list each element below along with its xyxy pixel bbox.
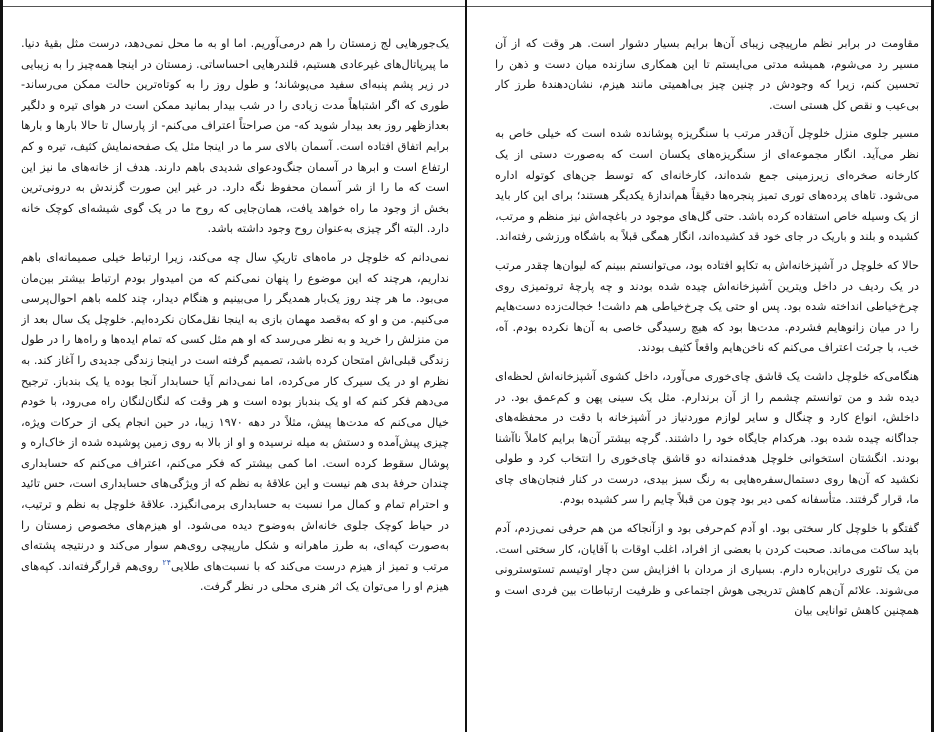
paragraph: مقاومت در برابر نظم مارپیچی زیبای آن‌ها برایم بسیار دشوار است. هر وقت که از آن مسیر رد می‌شوم، همیشه مدتی می‌ایستم تا این همکاری سازنده میان دست و ذهن را تحسین کنم، زیرا که وجودش در چنین چیز بی‌اهمیتی مانند هیزم، نشان‌دهندهٔ طرز کار بی‌عیب و نقص کل هستی است. bbox=[495, 37, 919, 112]
footnote-reference[interactable]: ۲۴ bbox=[162, 558, 172, 568]
paragraph bbox=[21, 248, 449, 598]
paragraph: یک‌جورهایی لج زمستان را هم درمی‌آوریم. اما او به ما محل نمی‌دهد، درست مثل بقیهٔ دنیا. ما پیرپاتال‌های غیرعادی هستیم، قلندرهایی احساساتی. زمستان در اینجا همه‌چیز را به زیبایی در زیر پشم پنبه‌ای سفید می‌پوشاند؛ و طول روز را به کوتاه‌ترین حالت ممکن می‌رساند- طوری که اگر اشتباهاً مدت زیادی را در شب بیدار بمانید ممکن است در هوای تیره و دلگیر بعدازظهر روز بعد بیدار شوید که- من صراحتاً اعتراف می‌کنم- از پارسال تا حالا بارها و بارها برایم اتفاق افتاده است. آسمان بالای سر ما در اینجا مثل یک صفحه‌نمایش کثیف، تیره و کم ارتفاع است و ابرها در آسمان جنگ‌ودعوای شدیدی باهم دارند. هدف از خانه‌های ما نیز این است که ما را از شر آسمان محفوظ نگه دارد. در غیر این صورت گزندش به درونی‌ترین بخش از وجود ما راه خواهد یافت، همان‌جایی که روح ما در یک گوی شیشه‌ای کوچک خانه دارد. البته اگر چیزی به‌عنوان روح وجود داشته باشد. bbox=[21, 37, 449, 236]
left-text-column bbox=[21, 34, 449, 728]
paragraph: هنگامی‌که خلوچل داشت یک قاشق چای‌خوری می‌آورد، داخل کشوی آشپزخانه‌اش لحظه‌ای دیده شد و من توانستم چشمم را از آن برندارم. مثل یک سینی پهن و کم‌عمق بود. در داخلش، انواع کارد و چنگال و سایر لوازم موردنیاز در آشپزخانه با دقت در محفظه‌های جداگانه چیده شده بود. هرکدام جایگاه خود را داشتند. گرچه بیشتر آن‌ها برایم کاملاً ناآشنا بودند. انگشتان استخوانی خلوچل هدفمندانه دو قاشق چای‌خوری را انتخاب کرد و طولی نکشید که آن‌ها روی دستمال‌سفره‌هایی به رنگ سبز بیدی، درست در کنار فنجان‌های چای ما، قرار گرفتند. متأسفانه کمی دیر بود چون من قبلاً چایم را سر کشیده بودم. bbox=[495, 369, 919, 507]
paragraph-text: نمی‌دانم که خلوچل در ماه‌های تاریکِ سال چه می‌کند، زیرا ارتباط خیلی صمیمانه‌ای باهم نداریم، هرچند که این موضوع را پنهان نمی‌کنم که من امیدوار بودم ارتباط بیشتر بین‌مان می‌بود. ما هر چند روز یک‌بار همدیگر را می‌بینیم و هنگام دیدار، چند کلمه باهم احوال‌پرسی می‌کنیم. من و او که به‌قصد مهمان بازی به اینجا نقل‌مکان نکرده‌ایم. خلوچل یک سال بعد از من منزلش را خرید و به نظر می‌رسد که او هم مثل کسی که تمام ایده‌ها و راه‌ها را در طول زندگی قبلی‌اش امتحان کرده باشد، تصمیم گرفته است در اینجا زندگی جدیدی را آغاز کند. به نظرم او در یک سیرک کار می‌کرده، اما نمی‌دانم آیا حسابدار آنجا بوده یا یک بندباز. ترجیح می‌دهم فکر کنم که او یک بندباز بوده است و هر وقت که لنگان‌لنگان راه می‌رود، با خودم خیال می‌کنم که مدت‌ها پیش، مثلاً در دهه ۱۹۷۰ زیبا، در حین انجام یکی از حرکات ویژه، چیزی پیش‌آمده و دستش به میله نرسیده و او از بالا به روی زمین پوشیده شده از خاک‌اره و پوشال سقوط کرده است. اما کمی بیشتر که فکر می‌کنم، اعتراف می‌کنم که حسابداری چندان حرفهٔ بدی هم نیست و این علاقهٔ به نظم که از ویژگی‌های حسابداری است، حس تائید و احترام تمام و کمال مرا نسبت به حسابداری برمی‌انگیزد. علاقهٔ خلوچل به نظم و ترتیب، در حیاط کوچک جلوی خانه‌اش به‌وضوح دیده می‌شود. او هیزم‌های مخصوص زمستان را به‌صورت کپه‌ای، به طرز ماهرانه و شکل مارپیچی روی‌هم سوار می‌کند و درنتیجه پشته‌ای مرتب و تمیز از هیزم درست می‌کند که با نسبت‌های طلایی bbox=[21, 250, 449, 573]
top-rule bbox=[3, 6, 465, 7]
paragraph: مسیر جلوی منزل خلوچل آن‌قدر مرتب با سنگریزه پوشانده شده است که خیلی خاص به نظر می‌آید. انگار مجموعه‌ای از سنگریزه‌های یکسان است که به‌صورت دستی از یک کارخانه صخره‌ای زیرزمینی جمع شده‌اند، کارخانه‌ای که توسط جن‌های کوتوله اداره می‌شود. تاهای پرده‌های توری تمیز پنجره‌ها دقیقاً هم‌اندازهٔ یکدیگر هستند؛ برای این کار باید از یک وسیله خاص استفاده کرده باشد. حتی گل‌های موجود در باغچه‌اش نیز منظم و مرتب، کشیده و بلند و باریک در جای خود قد کشیده‌اند، انگار همگی قبلاً به باشگاه ورزشی رفته‌اند. bbox=[495, 127, 919, 244]
paragraph: گفتگو با خلوچل کار سختی بود. او آدم کم‌حرفی بود و ازآنجاکه من هم حرفی نمی‌زدم، آدم باید ساکت می‌ماند. صحبت کردن با بعضی از افراد، اغلب اوقات با آقایان، کار سختی است. من یک تئوری دراین‌باره دارم. بسیاری از مردان با افزایش سن دچار اوتیسم تستوسترونی می‌شوند. علائم آن‌هم کاهش تدریجی هوش اجتماعی و ظرفیت ارتباطات بین فردی است و همچنین کاهش توانایی بیان bbox=[495, 522, 919, 618]
right-page bbox=[467, 0, 934, 732]
right-text-column bbox=[495, 34, 919, 728]
paragraph-text: روی‌هم قرارگرفته‌اند. کپه‌های هیزم او را می‌توان یک اثر هنری محلی در نظر گرفت. bbox=[21, 559, 449, 594]
top-rule bbox=[467, 6, 931, 7]
paragraph: حالا که خلوچل در آشپزخانه‌اش به تکاپو افتاده بود، می‌توانستم ببینم که لیوان‌ها چقدر مرتب در یک ردیف در داخل ویترین آشپزخانه‌اش چیده شده بودند و چه پارچهٔ تروتمیزی روی چرخ‌خیاطی انداخته شده بود. پس او حتی یک چرخ‌خیاطی هم داشت! خجالت‌زده دست‌هایم را در میان زانوهایم فشردم. مدت‌ها بود که هیچ رسیدگی خاصی به آن‌ها نکرده بودم. آه، خب، با جرئت اعتراف می‌کنم که ناخن‌هایم واقعاً کثیف بودند. bbox=[495, 258, 919, 355]
